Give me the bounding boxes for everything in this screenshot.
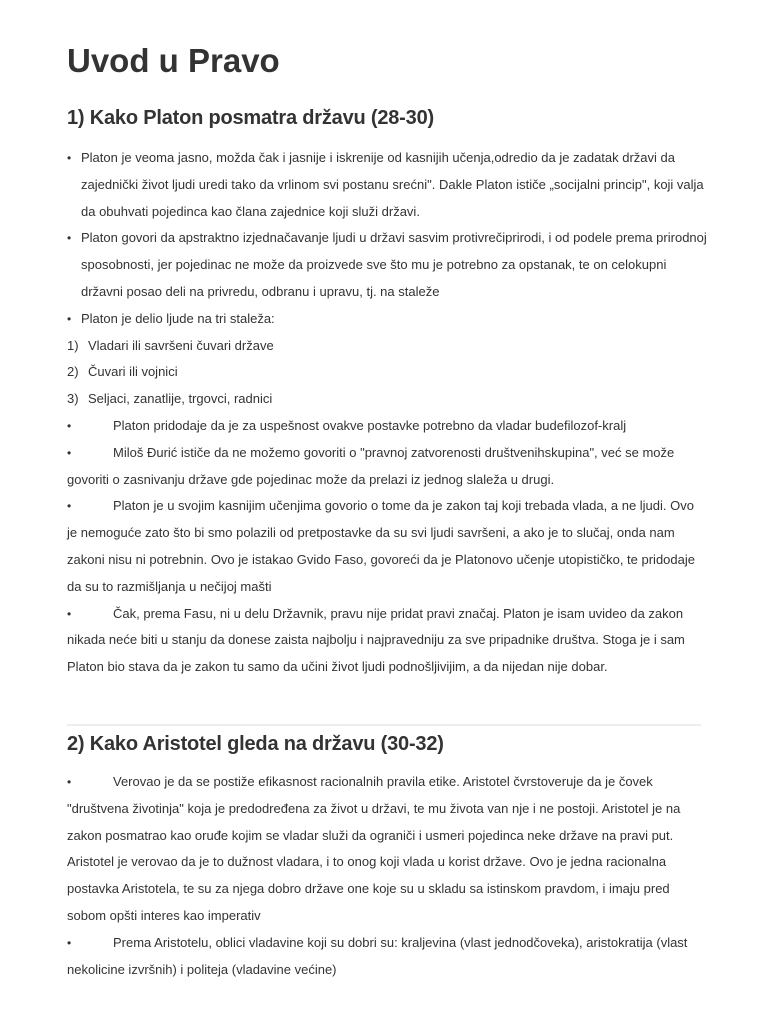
bullet-icon: • <box>67 418 72 433</box>
bullet-list <box>67 145 707 333</box>
paragraph-text: Prema Aristotelu, oblici vladavine koji su dobri su: kraljevina (vlast jednodčoveka), aristokratija (vlast nekolicine izvršnih) i politeja (vladavine većine) <box>67 934 688 977</box>
paragraph <box>67 440 707 494</box>
item-number: 1) <box>67 337 79 353</box>
numbered-item-text: Seljaci, zanatlije, trgovci, radnici <box>88 391 273 407</box>
paragraph-text: Verovao je da se postiže efikasnost racionalnih pravila etike. Aristotel čvrstoveruje da je čovek "društvena životinja" koja je predodređena za život u državi, te mu života van nje i ne postoji. Aristotel je na zakon posmatrao kao oruđe kojim se vladar služi da ograniči i usmeri pojedinca neke države na pravi put. Aristotel je verovao da je to dužnost vladara, i to onog koji vlada u korist države. Ovo je jedna racionalna postavka Aristotela, te su za njega dobro države one koje su u skladu sa istinskom pravdom, i imaju pred sobom opšti interes kao imperativ <box>67 774 681 923</box>
paragraph-text: Čak, prema Fasu, ni u delu Državnik, pravu nije pridat pravi značaj. Platon je isam uvideo da zakon nikada neće biti u stanju da donese zaista najbolju i najpravedniju za sve pripadnike društva. Stoga je i sam Platon bio stava da je zakon tu samo da učini život ljudi podnošljivijim, a da nijedan nije dobar. <box>67 605 685 675</box>
paragraph <box>67 493 707 600</box>
list-item <box>67 145 707 225</box>
section-body-aristotel <box>67 769 707 983</box>
section-platon <box>67 102 707 681</box>
list-item <box>67 225 707 305</box>
section-heading-platon: 1) Kako Platon posmatra državu (28-30) <box>67 107 434 129</box>
paragraph-text: Platon je u svojim kasnijim učenjima govorio o tome da je zakon taj koji trebada vlada, a ne ljudi. Ovo je nemoguće zato što bi smo polazili od pretpostavke da su svi ljudi savršeni, a ako je to slučaj, onda nam zakoni nisu ni potrebnin. Ovo je istakao Gvido Faso, govoreći da je Platonovo učenje utopističko, te pridodaje da su to razmišljanja u nečijoj mašti <box>67 498 695 594</box>
section-aristotel <box>67 728 707 983</box>
list-item-text: Platon govori da apstraktno izjednačavanje ljudi u državi sasvim protivrečiprirodi, i od podele prema prirodnoj sposobnosti, jer pojedinac ne može da proizvede sve što mu je potrebno za opstanak, te on celokupni državni posao deli na privredu, odbranu i upravu, tj. na staleže <box>81 230 707 299</box>
document-title: Uvod u Pravo <box>67 42 280 79</box>
bullet-icon: • <box>67 231 72 246</box>
numbered-item <box>67 333 707 360</box>
bullet-icon: • <box>67 775 72 789</box>
numbered-item <box>67 359 707 386</box>
paragraph-text: Miloš Đurić ističe da ne možemo govoriti o "pravnoj zatvorenosti društvenihskupina", već se može govoriti o zasnivanju države gde pojedinac može da prelazi iz jednog slaleža u drugi. <box>67 444 675 487</box>
paragraph <box>67 769 707 930</box>
section-heading-aristotel: 2) Kako Aristotel gleda na državu (30-32) <box>67 733 444 755</box>
bullet-icon: • <box>67 311 72 326</box>
numbered-item <box>67 386 707 413</box>
numbered-item-text: Vladari ili savršeni čuvari države <box>88 337 274 353</box>
section-body-platon <box>67 145 707 681</box>
list-item-text: Platon je veoma jasno, možda čak i jasnije i iskrenije od kasnijih učenja,odredio da je zadatak državi da zajednički život ljudi uredi tako da vrlinom svi postanu srećni". Dakle Platon ističe „socijalni princip", koji valja da obuhvati pojedinca kao člana zajednice koji služi državi. <box>81 150 704 219</box>
numbered-list <box>67 333 707 413</box>
bullet-icon: • <box>67 606 72 621</box>
list-item-text: Platon je delio ljude na tri staleža: <box>81 310 275 326</box>
bullet-icon: • <box>67 445 72 460</box>
paragraph <box>67 413 707 440</box>
list-item <box>67 306 707 333</box>
bullet-icon: • <box>67 935 72 950</box>
item-number: 2) <box>67 364 79 380</box>
item-number: 3) <box>67 391 79 407</box>
paragraph <box>67 601 707 681</box>
numbered-item-text: Čuvari ili vojnici <box>88 364 178 380</box>
section-divider <box>67 724 701 726</box>
paragraph-text: Platon pridodaje da je za uspešnost ovakve postavke potrebno da vladar budefilozof-kralj <box>113 417 627 433</box>
bullet-icon: • <box>67 499 72 514</box>
bullet-icon: • <box>67 151 72 165</box>
paragraph <box>67 930 707 984</box>
